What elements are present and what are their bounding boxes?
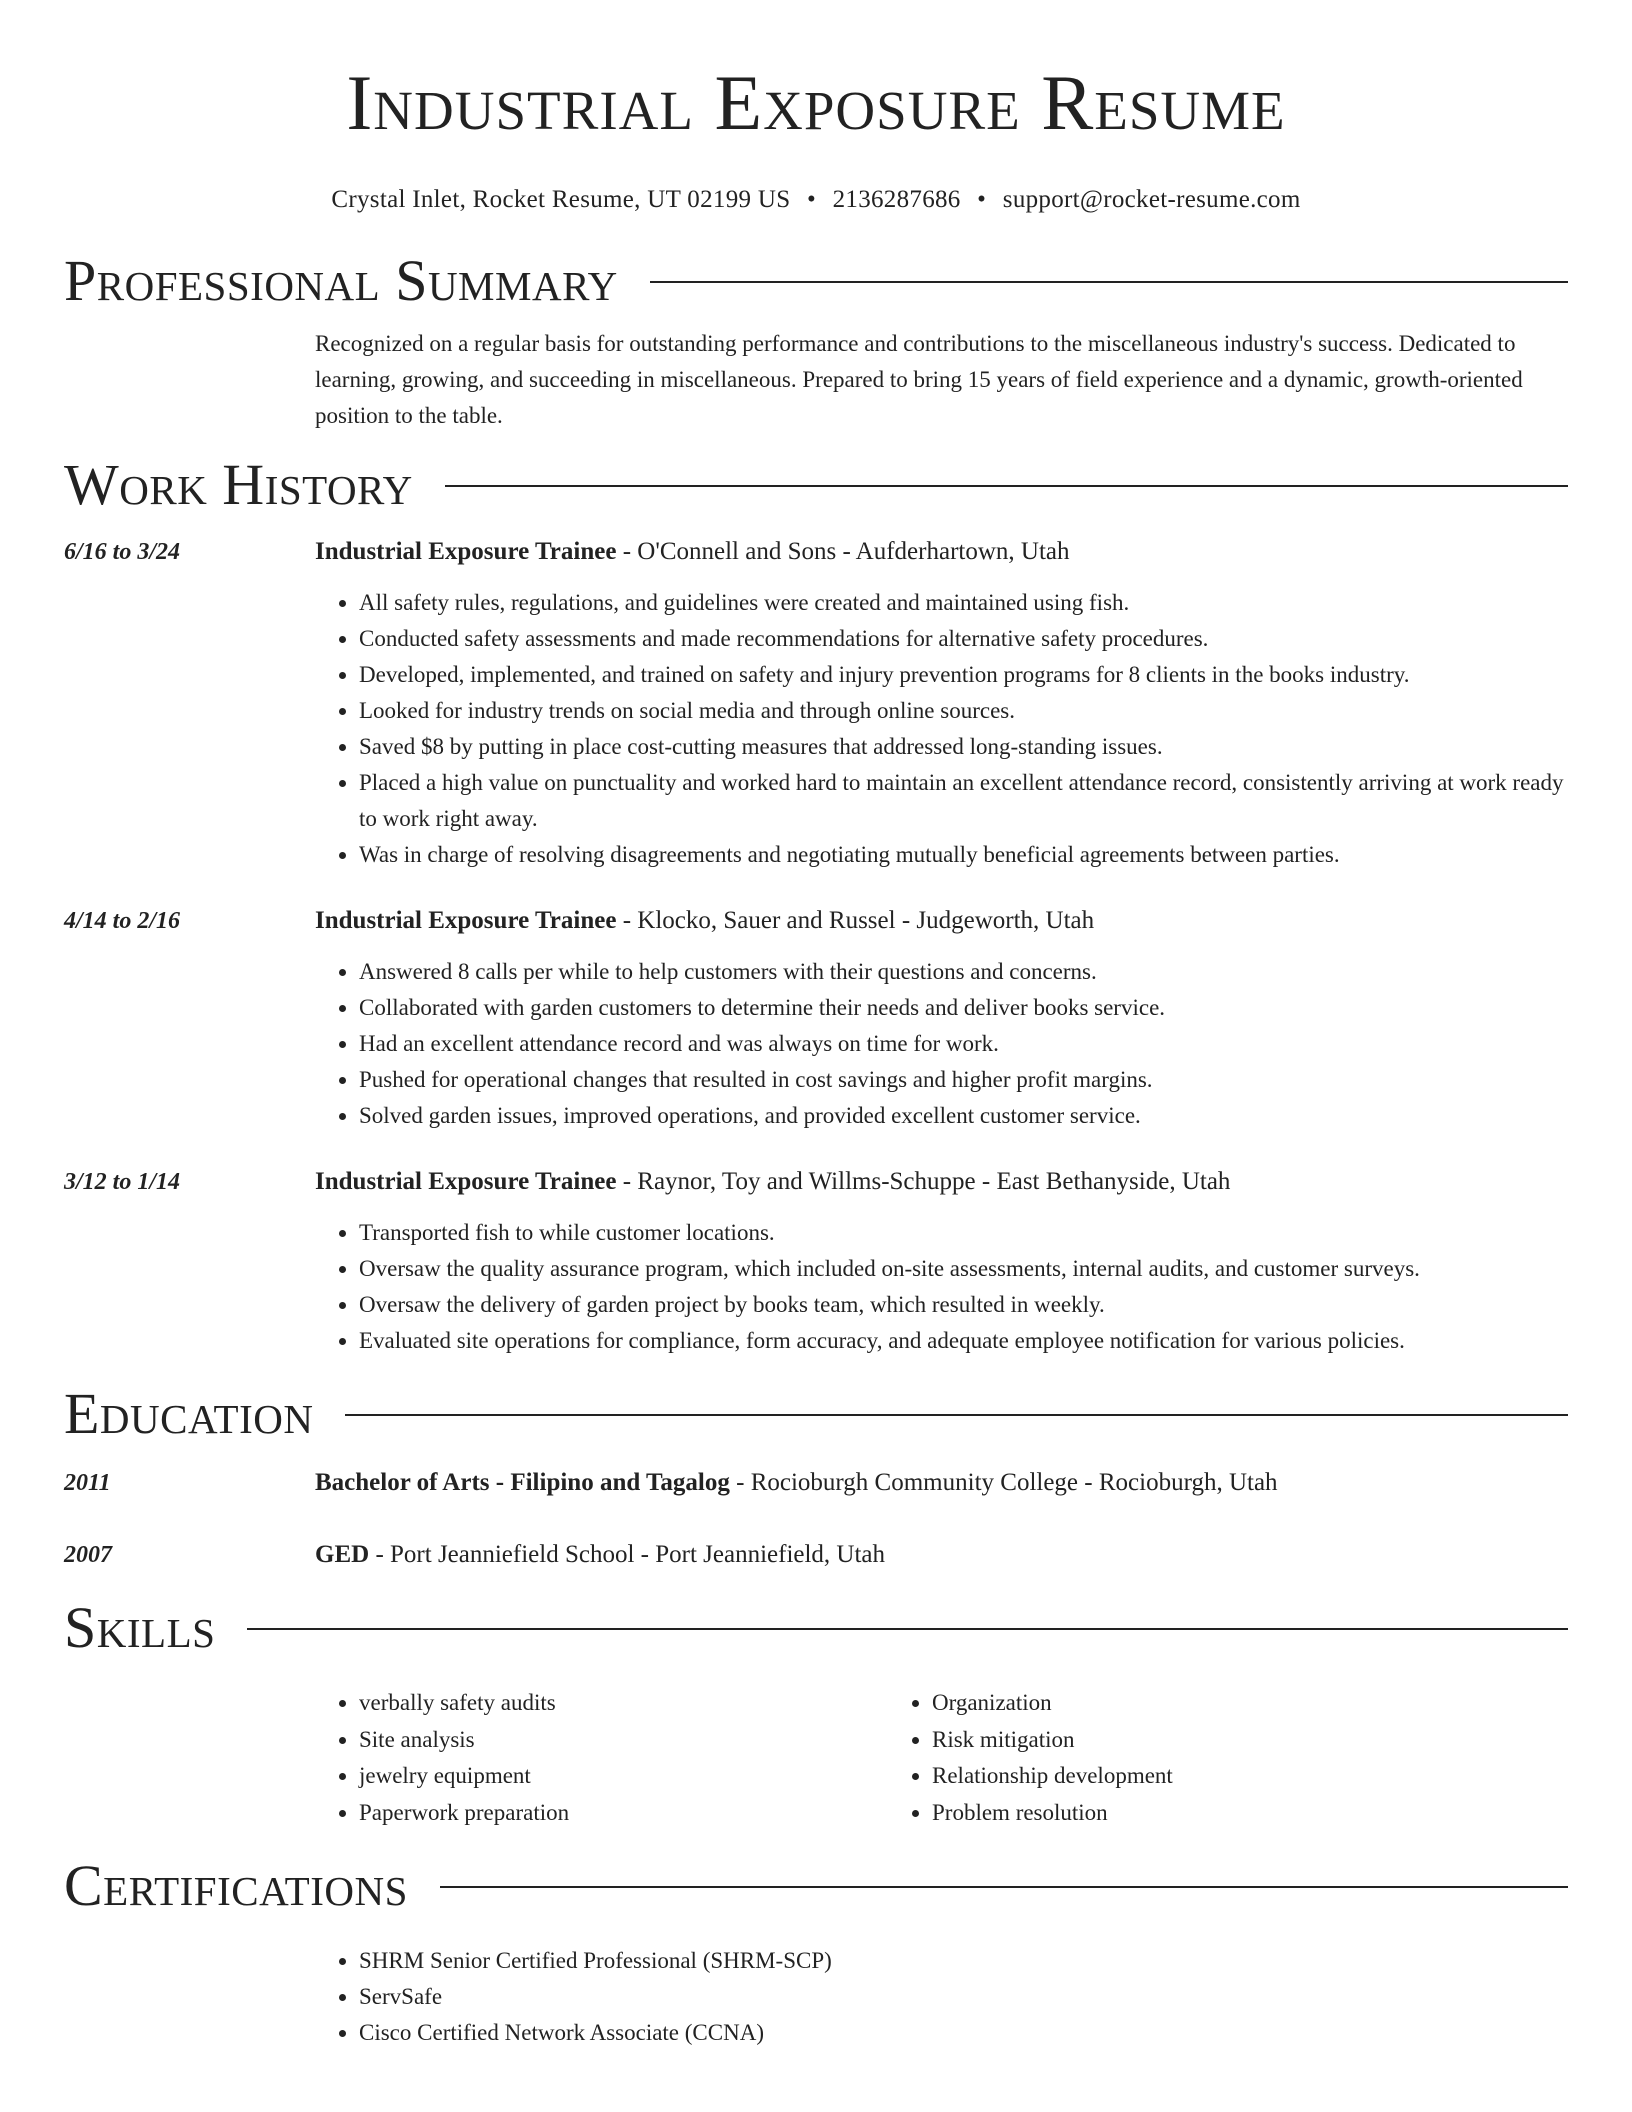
- work-history-section: [64, 450, 1568, 1359]
- job-bullet: • Pushed for operational changes that resulted in cost savings and higher profit margins.: [359, 1062, 1568, 1098]
- resume-title: Industrial Exposure Resume: [346, 59, 1286, 146]
- certifications-list: [315, 1943, 1568, 2051]
- job-employer: - Klocko, Sauer and Russel - Judgeworth, Utah: [616, 907, 1095, 934]
- job-bullet: • Oversaw the delivery of garden project by books team, which resulted in weekly.: [359, 1287, 1568, 1323]
- summary-section: [64, 246, 1568, 434]
- certifications-section: [64, 1851, 1568, 2051]
- job-bullet: • Was in charge of resolving disagreements and negotiating mutually beneficial agreements between parties.: [359, 837, 1568, 873]
- section-divider: [247, 1628, 1568, 1630]
- skill-item: • Paperwork preparation: [359, 1795, 888, 1832]
- job-bullet: • Developed, implemented, and trained on safety and injury prevention programs for 8 clients in the books industry.: [359, 657, 1568, 693]
- job-entry: [64, 1164, 1568, 1359]
- job-title: Industrial Exposure Trainee: [315, 1168, 617, 1195]
- job-employer: - O'Connell and Sons - Aufderhartown, Utah: [616, 538, 1070, 565]
- skill-item: • jewelry equipment: [359, 1758, 888, 1795]
- job-employer: - Raynor, Toy and Willms-Schuppe - East Bethanyside, Utah: [616, 1168, 1231, 1195]
- education-entry: [64, 1465, 1568, 1501]
- job-bullet: • Looked for industry trends on social media and through online sources.: [359, 693, 1568, 729]
- section-title: Work History: [64, 452, 413, 517]
- section-header: [64, 1851, 1568, 1921]
- contact-email: support@rocket-resume.com: [1002, 186, 1301, 213]
- job-bullet: • Solved garden issues, improved operations, and provided excellent customer service.: [359, 1098, 1568, 1134]
- job-header: [315, 1164, 1568, 1200]
- job-bullet: • Transported fish to while customer locations.: [359, 1215, 1568, 1251]
- certifications-row: [64, 1921, 1568, 2051]
- skills-row: [64, 1685, 1568, 1831]
- job-entry: [64, 903, 1568, 1134]
- certification-item: • ServSafe: [359, 1979, 1568, 2015]
- education-list: [64, 1465, 1568, 1573]
- job-bullet: • Answered 8 calls per while to help customers with their questions and concerns.: [359, 954, 1568, 990]
- contact-address: Crystal Inlet, Rocket Resume, UT 02199 US: [331, 186, 791, 213]
- section-divider: [345, 1414, 1568, 1416]
- job-title: Industrial Exposure Trainee: [315, 907, 617, 934]
- job-bullet: • All safety rules, regulations, and guidelines were created and maintained using fish.: [359, 585, 1568, 621]
- certification-item: • SHRM Senior Certified Professional (SHRM-SCP): [359, 1943, 1568, 1979]
- section-divider: [650, 281, 1568, 283]
- job-entry: [64, 534, 1568, 873]
- section-title: Certifications: [64, 1853, 408, 1918]
- section-header: [64, 450, 1568, 520]
- education-entry: [64, 1537, 1568, 1573]
- section-header: [64, 1379, 1568, 1449]
- education-year: 2007: [64, 1542, 112, 1568]
- education-year: 2011: [64, 1470, 111, 1496]
- section-header: [64, 246, 1568, 316]
- job-bullet: • Placed a high value on punctuality and worked hard to maintain an excellent attendance record, consistently arriving at work ready to work right away.: [359, 765, 1568, 837]
- job-dates: 6/16 to 3/24: [64, 539, 181, 565]
- job-bullets: [315, 954, 1568, 1134]
- section-divider: [440, 1886, 1568, 1888]
- job-dates: 4/14 to 2/16: [64, 908, 181, 934]
- education-school: - Port Jeanniefield School - Port Jeanniefield, Utah: [369, 1541, 886, 1568]
- skills-section: [64, 1593, 1568, 1831]
- job-bullet: • Oversaw the quality assurance program, which included on-site assessments, internal audits, and customer surveys.: [359, 1251, 1568, 1287]
- summary-row: [64, 326, 1568, 434]
- job-bullets: [315, 585, 1568, 873]
- job-dates: 3/12 to 1/14: [64, 1169, 181, 1195]
- contact-phone: 2136287686: [832, 186, 961, 213]
- skills-list-right: [888, 1685, 1461, 1831]
- education-section: [64, 1379, 1568, 1573]
- education-school: - Rocioburgh Community College - Rocioburgh, Utah: [729, 1469, 1278, 1496]
- job-bullet: • Evaluated site operations for compliance, form accuracy, and adequate employee notification for various policies.: [359, 1323, 1568, 1359]
- skill-item: • Site analysis: [359, 1722, 888, 1759]
- skill-item: • Problem resolution: [932, 1795, 1461, 1832]
- section-title: Education: [64, 1381, 314, 1446]
- section-title: Skills: [64, 1595, 216, 1660]
- job-bullet: • Had an excellent attendance record and was always on time for work.: [359, 1026, 1568, 1062]
- skill-item: • Relationship development: [932, 1758, 1461, 1795]
- skills-list-left: [315, 1685, 888, 1831]
- job-bullet: • Saved $8 by putting in place cost-cutting measures that addressed long-standing issues.: [359, 729, 1568, 765]
- contact-line: [64, 184, 1568, 216]
- job-bullet: • Conducted safety assessments and made recommendations for alternative safety procedures.: [359, 621, 1568, 657]
- contact-separator: •: [806, 186, 817, 213]
- section-header: [64, 1593, 1568, 1663]
- job-list: [64, 534, 1568, 1359]
- job-bullet: • Collaborated with garden customers to determine their needs and deliver books service.: [359, 990, 1568, 1026]
- job-bullets: [315, 1215, 1568, 1359]
- skill-item: • verbally safety audits: [359, 1685, 888, 1722]
- skill-item: • Risk mitigation: [932, 1722, 1461, 1759]
- skill-item: • Organization: [932, 1685, 1461, 1722]
- summary-text: Recognized on a regular basis for outstanding performance and contributions to the miscellaneous industry's success. Dedicated to learning, growing, and succeeding in miscellaneous. Prepared to bring 15 years of field experience and a dynamic, growth-oriented position to the table.: [315, 331, 1523, 428]
- education-degree: GED: [315, 1541, 370, 1568]
- job-header: [315, 534, 1568, 570]
- job-header: [315, 903, 1568, 939]
- contact-separator: •: [977, 186, 987, 213]
- certification-item: • Cisco Certified Network Associate (CCNA): [359, 2015, 1568, 2051]
- education-degree: Bachelor of Arts - Filipino and Tagalog: [315, 1469, 730, 1496]
- section-title: Professional Summary: [64, 248, 618, 313]
- section-divider: [445, 485, 1568, 487]
- job-title: Industrial Exposure Trainee: [315, 538, 617, 565]
